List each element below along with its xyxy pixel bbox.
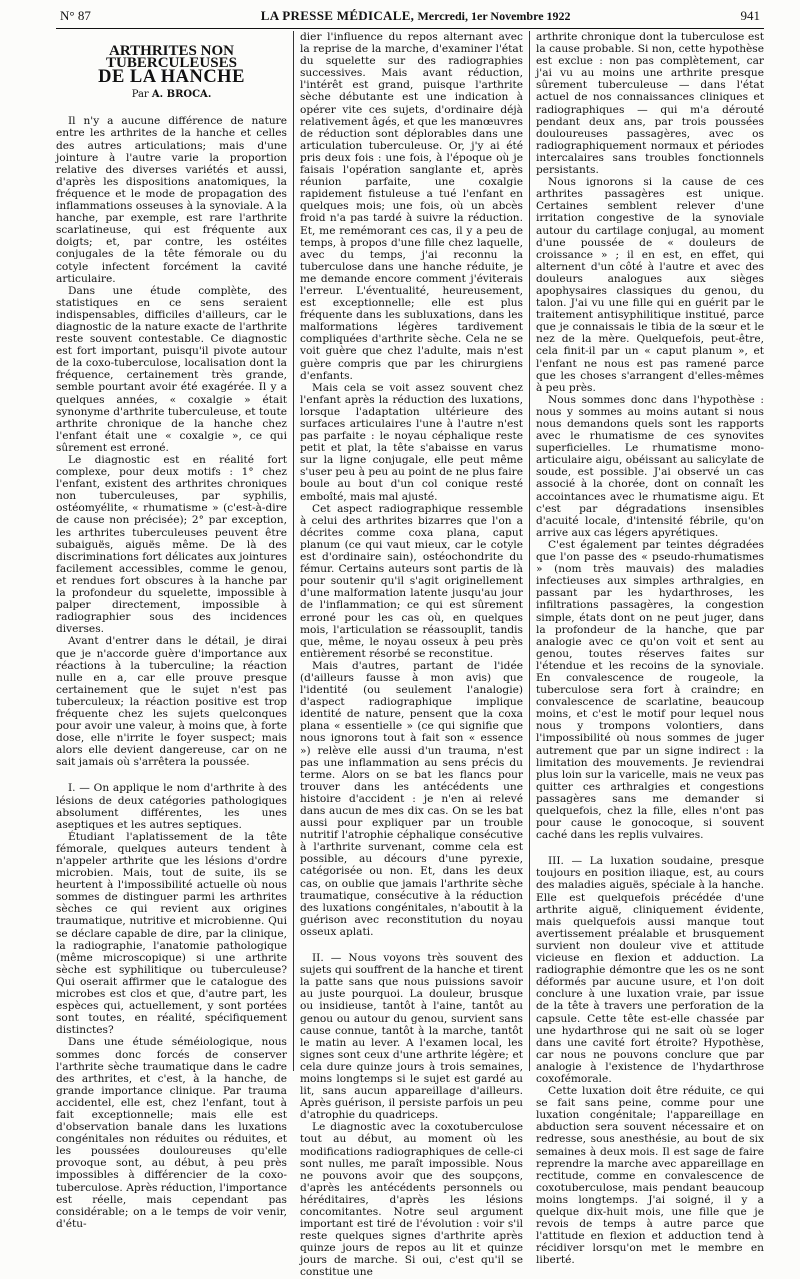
- paragraph: dier l'influence du repos alternant avec la reprise de la marche, d'examiner l'état du squelette sur des radiographies successives. Mais avant réduction, l'intérêt est grand, puisque l'arthrite sèche débutante est une indication à opérer vite ces sujets, d'ordinaire déjà relativement âgés, et que les manœuvres de réduction sont déplorables dans une articulation tuberculeuse. Or, j'y ai été pris deux fois : une fois, à l'époque où je faisais l'opération sanglante et, après réunion parfaite, une coxalgie rapidement fistuleuse a tué l'enfant en quelques mois; une fois, où un abcès froid n'a pas tardé à suivre la réduction. Et, me remémorant ces cas, il y a peu de temps, à propos d'une fille chez laquelle, avec du temps, j'ai reconnu la tuberculose dans une hanche réduite, je me demande encore comment j'éviterais l'erreur. L'éventualité, heureusement, est exceptionnelle; elle est plus fréquente dans les subluxations, dans les malformations légères tardivement compliquées d'arthrite sèche. Cela ne se voit guère que chez l'adulte, mais n'est guère compris que par les chirurgiens d'enfants.: [300, 31, 523, 382]
- paragraph: Mais cela se voit assez souvent chez l'enfant après la réduction des luxations, lorsque l'adaptation ultérieure des surfaces articulaires l'une à l'autre n'est pas parfaite : le noyau céphalique reste petit et plat, la tête s'abaisse en varus sur la ligne conjugale, elle peut même s'user peu à peu au point de ne plus faire boule au bout d'un col conique resté emboîté, mais mal ajusté.: [300, 381, 523, 503]
- byline: [56, 89, 287, 101]
- paragraph: Le diagnostic est en réalité fort complexe, pour deux motifs : 1° chez l'enfant, existent des arthrites chroniques non tuberculeuses, par syphilis, ostéomyélite, « rhumatisme » (c'est-à-dire de cause non précisée); 2° par exception, les arthrites tuberculeuses peuvent être subaiguës, aiguës même. De là des discriminations fort délicates aux jointures facilement accessibles, comme le genou, et rendues fort obscures à la hanche par la profondeur du squelette, impossible à palper directement, impossible à radiographier sous des incidences diverses.: [56, 454, 287, 636]
- paragraph: Nous sommes donc dans l'hypothèse : nous y sommes au moins autant si nous nous demandons quels sont les rapports avec le rhumatisme de ces synovites superficielles. Le rhumatisme mono-articulaire aigu, obéissant au salicylate de soude, est possible. J'ai observé un cas associé à la chorée, dont on connaît les accointances avec le rhumatisme aigu. Et c'est par dégradations insensibles d'acuité locale, d'intensité fébrile, qu'on arrive aux cas légers apyrétiques.: [536, 393, 764, 539]
- section-paragraph: I. — On applique le nom d'arthrite à des lésions de deux catégories pathologiques absolument différentes, les unes aseptiques et les autres septiques.: [56, 782, 287, 831]
- article-title-line-2: DE LA HANCHE: [98, 67, 245, 88]
- article-columns: [56, 31, 764, 1279]
- paragraph: Mais d'autres, partant de l'idée (d'ailleurs fausse à mon avis) que l'identité (ou seulement l'analogie) d'aspect radiographique implique identité de nature, pensent que la coxa plana « essentielle » (ce qui signifie que nous ignorons tout à fait son « essence ») relève elle aussi d'un trauma, n'est pas une inflammation au sens précis du terme. Alors on se bat les flancs pour trouver dans les antécédents une histoire d'accident : je n'en ai relevé dans aucun de mes dix cas. On se les bat aussi pour expliquer par un trouble nutritif l'atrophie céphalique consécutive à l'arthrite survenant, comme cela est possible, au décours d'une pyrexie, catégorisée ou non. Et, dans les deux cas, on oublie que jamais l'arthrite sèche traumatique, consécutive à la réduction des luxations congénitales, n'aboutit à la guérison avec reconstitution du noyau osseux aplati.: [300, 659, 523, 938]
- paragraph: Cette luxation doit être réduite, ce qui se fait sans peine, comme pour une luxation congénitale; l'appareillage en abduction sera souvent nécessaire et on redresse, sous anesthésie, au bout de six semaines à deux mois. Il est sage de faire reprendre la marche avec appareillage en rectitude, comme en convalescence de coxotuberculose, mais pendant beaucoup moins longtemps. J'ai soigné, il y a quelque dix-huit mois, une fille que je revois de temps à autre parce que l'attitude en flexion et adduction tend à récidiver lorsqu'on met le membre en liberté.: [536, 1085, 764, 1267]
- issue-number: N° 87: [60, 8, 91, 23]
- author-name: A. BROCA.: [151, 89, 212, 101]
- column-3: [530, 31, 764, 1267]
- paragraph: Étudiant l'aplatissement de la tête fémorale, quelques auteurs tendent à n'appeler arthrite que les lésions d'ordre microbien. Mais, tout de suite, ils se heurtent à l'impossibilité actuelle où nous sommes de distinguer parmi les arthrites sèches ce qui revient aux origines traumatique, nutritive et microbienne. Qui se déclare capable de dire, par la clinique, la radiographie, l'anatomie pathologique (même microscopique) si une arthrite sèche est syphilitique ou tuberculeuse? Qui oserait affirmer que le catalogue des microbes est clos et que, d'autre part, les espèces qui, actuellement, y sont portées sont toutes, en réalité, spécifiquement distinctes?: [56, 830, 287, 1037]
- issue-date: Mercredi, 1er Novembre 1922: [417, 9, 571, 23]
- section-paragraph: II. — Nous voyons très souvent des sujets qui souffrent de la hanche et tirent la patte sans que nous puissions savoir au juste pourquoi. La douleur, brusque ou insidieuse, tantôt à l'aine, tantôt au genou ou autour du genou, survient sans cause connue, tantôt à la marche, tantôt le matin au lever. A l'examen local, les signes sont ceux d'une arthrite légère; et cela dure quinze jours à trois semaines, moins longtemps si le sujet est gardé au lit, sans aucun appareillage d'ailleurs. Après guérison, il persiste parfois un peu d'atrophie du quadriceps.: [300, 952, 523, 1122]
- running-head: [56, 8, 764, 26]
- article-title-line-1: ARTHRITES NON TUBERCULEUSES: [106, 43, 237, 72]
- folio-number: 941: [740, 8, 760, 23]
- paragraph: C'est également par teintes dégradées que l'on passe des « pseudo-rhumatismes » (nom très mauvais) des maladies infectieuses aux simples arthralgies, en passant par les hydarthroses, les infiltrations passagères, la congestion simple, états dont on ne peut juger, dans la profondeur de la hanche, que par analogie avec ce qu'on voit et sent au genou, toutes réserves faites sur l'étendue et les recoins de la synoviale. En convalescence de rougeole, la tuberculose sera fort à craindre; en convalescence de scarlatine, beaucoup moins, et c'est le motif pour lequel nous nous y trompons volontiers, dans l'impossibilité où nous sommes de juger autrement que par un signe indirect : la limitation des mouvements. Je reviendrai plus loin sur la varicelle, mais ne veux pas quitter ces arthralgies et congestions passagères sans me demander si quelquefois, chez la fille, elles n'ont pas pour cause le gonocoque, si souvent caché dans les replis vulvaires.: [536, 538, 764, 842]
- column-2: [293, 31, 530, 1279]
- paragraph: Dans une étude complète, des statistiques en ce sens seraient indispensables, difficiles d'ailleurs, car le diagnostic de la nature exacte de l'arthrite reste souvent contestable. Ce diagnostic est fort important, puisqu'il pivote autour de la coxo-tuberculose, localisation dont la fréquence, certainement très grande, semble pourtant avoir été exagérée. Il y a quelques années, « coxalgie » était synonyme d'arthrite tuberculeuse, et toute arthrite chronique de la hanche chez l'enfant était une « coxalgie », ce qui sûrement est erroné.: [56, 284, 287, 454]
- paragraph: arthrite chronique dont la tuberculose est la cause probable. Si non, cette hypothèse est exclue : non pas complètement, car j'ai vu au moins une arthrite presque sûrement tuberculeuse — dans l'état actuel de nos connaissances cliniques et radiographiques — qui m'a dérouté pendant deux ans, par trois poussées douloureuses passagères, avec os radiographiquement normaux et périodes intercalaires sans troubles fonctionnels persistants.: [536, 31, 764, 177]
- paragraph: Dans une étude séméiologique, nous sommes donc forcés de conserver l'arthrite sèche traumatique dans le cadre des arthrites, et c'est, à la hanche, de grande importance clinique. Par trauma accidentel, elle est, chez l'enfant, tout à fait exceptionnelle; mais elle est d'observation banale dans les luxations congénitales non réduites ou réduites, et les poussées douloureuses qu'elle provoque sont, au début, à peu près impossibles à différencier de la coxo-tuberculose. Après réduction, l'importance est réelle, mais cependant pas considérable; on a le temps de voir venir, d'étu-: [56, 1036, 287, 1230]
- paragraph: Avant d'entrer dans le détail, je dirai que je n'accorde guère d'importance aux réactions à la tuberculine; la réaction nulle en a, car elle prouve presque certainement que le sujet n'est pas tuberculeux; la réaction positive est trop fréquente chez les sujets quelconques pour avoir une valeur, à moins que, à forte dose, elle n'irrite le foyer suspect; mais alors elle devient dangereuse, car on ne sait jamais où s'arrêtera la poussée.: [56, 635, 287, 769]
- header-rule: [56, 28, 764, 29]
- section-paragraph: III. — La luxation soudaine, presque toujours en position iliaque, est, au cours des maladies aiguës, spéciale à la hanche. Elle est quelquefois précédée d'une arthrite aiguë, cliniquement évidente, mais quelquefois aussi manque tout avertissement préalable et brusquement survient non douleur vive et attitude vicieuse en flexion et adduction. La radiographie démontre que les os ne sont déformés par aucune usure, et l'on doit conclure à une luxation vraie, par issue de la tête à travers une perforation de la capsule. Cette tête est-elle chassée par une hydarthrose qui ne sait où se loger dans une cavité fort étroite? Hypothèse, car nous ne pouvons conclure que par analogie à l'existence de l'hydarthrose coxofémorale.: [536, 855, 764, 1085]
- byline-prefix: Par: [131, 89, 149, 101]
- journal-title: LA PRESSE MÉDICALE,: [260, 8, 415, 23]
- paragraph: Le diagnostic avec la coxotuberculose tout au début, au moment où les modifications radiographiques de celle-ci sont nulles, me paraît impossible. Nous ne pouvons avoir que des soupçons, d'après les antécédents personnels ou héréditaires, d'après les lésions concomitantes. Notre seul argument important est tiré de l'évolution : voir s'il reste quelques signes d'arthrite après quinze jours de repos au lit et quinze jours de marche. Si oui, c'est qu'il se constitue une: [300, 1121, 523, 1279]
- paragraph: Nous ignorons si la cause de ces arthrites passagères est unique. Certaines semblent relever d'une irritation congestive de la synoviale autour du cartilage conjugal, au moment d'une poussée de « douleurs de croissance » ; il en est, en effet, qui alternent d'un côté à l'autre et avec des douleurs analogues aux sièges apophysaires classiques du genou, du talon. J'ai vu une fille qui en guérit par le traitement antisyphilitique institué, parce que je connaissais le tibia de la sœur et le nez de la mère. Quelquefois, peut-être, cela finit-il par un « caput planum », et l'enfant ne nous est pas ramené parce que les choses s'arrangent d'elles-mêmes à peu près.: [536, 176, 764, 394]
- column-1: [56, 31, 293, 1230]
- paragraph: Il n'y a aucune différence de nature entre les arthrites de la hanche et celles des autres articulations; mais d'une jointure à l'autre varie la proportion relative des diverses variétés et aussi, d'après les dispositions anatomiques, la fréquence et le mode de propagation des inflammations osseuses à la synoviale. A la hanche, par exemple, est rare l'arthrite scarlatineuse, qui est fréquente aux doigts; et, par contre, les ostéites conjugales de la tête fémorale ou du cotyle infectent forcément la cavité articulaire.: [56, 115, 287, 285]
- paragraph: Cet aspect radiographique ressemble à celui des arthrites bizarres que l'on a décrites comme coxa plana, caput planum (ce qui vaut mieux, car le cotyle est d'ordinaire sain), ostéochondrite du fémur. Certains auteurs sont partis de là pour soutenir qu'il s'agit originellement d'une malformation latente jusqu'au jour de l'inflammation; ce qui est sûrement erroné pour les cas où, en quelques mois, l'articulation se réassouplit, tandis que, même, le noyau osseux à peu près entièrement résorbé se reconstitue.: [300, 502, 523, 660]
